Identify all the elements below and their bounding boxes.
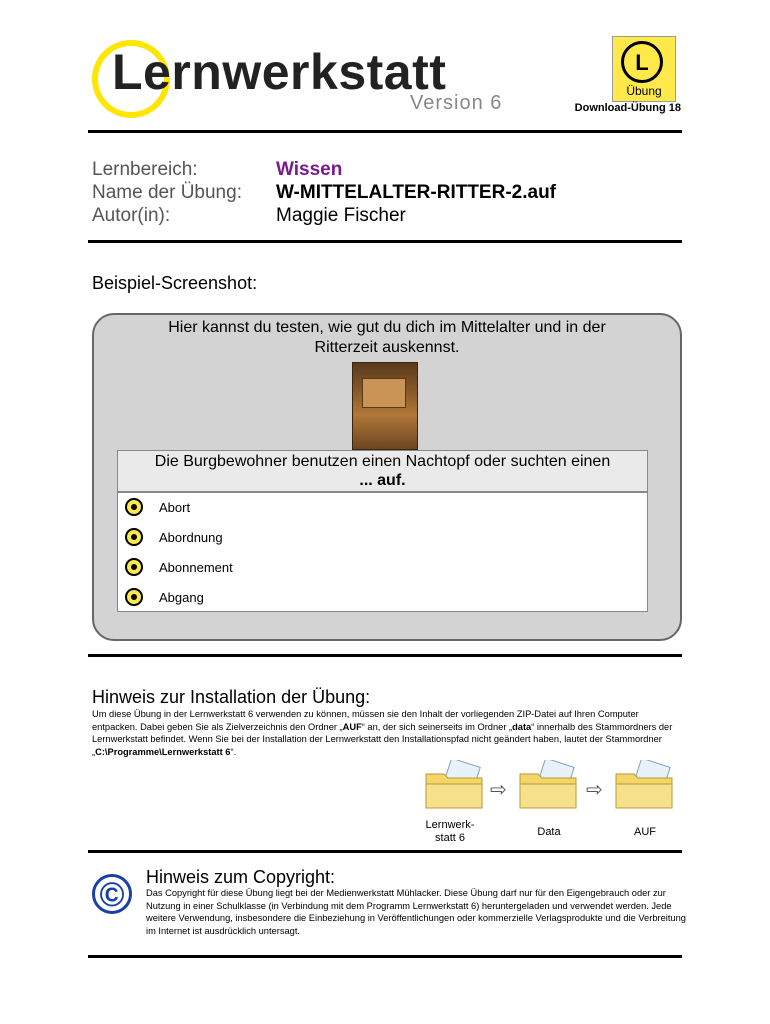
cabinet-photo-detail xyxy=(362,378,406,408)
divider xyxy=(88,955,682,958)
radio-icon[interactable] xyxy=(125,588,143,606)
badge-label: Übung xyxy=(626,84,662,98)
arrow-right-icon: ⇨ xyxy=(490,779,507,801)
logo-version: Version 6 xyxy=(410,92,503,114)
folder-icon xyxy=(614,760,676,810)
arrow-right-icon: ⇨ xyxy=(586,779,603,801)
divider xyxy=(88,130,682,133)
answer-option[interactable]: Abordnung xyxy=(159,530,223,545)
installation-text: Um diese Übung in der Lernwerkstatt 6 verwenden zu können, müssen sie den Inhalt der vorliegenden ZIP-Datei auf Ihren Computer entpacken. Dabei geben Sie als Zielverzeichnis den Ordner „AUF“ an, der sich seinerseits im Ordner „data“ innerhalb des Stammordners der Lernwerkstatt befindet. Wenn Sie bei der Installation der Lernwerkstatt den Installationspfad nicht geändert haben, lautet der Stammordner „C:\Programme\Lernwerkstatt 6“. xyxy=(92,709,673,757)
example-intro xyxy=(108,318,666,358)
author-label: Autor(in): xyxy=(92,205,171,226)
name-value: W-MITTELALTER-RITTER-2.auf xyxy=(276,182,556,203)
author-value: Maggie Fischer xyxy=(276,205,406,226)
name-label: Name der Übung: xyxy=(92,182,242,203)
folder-icon xyxy=(518,760,580,810)
radio-icon[interactable] xyxy=(125,528,143,546)
divider xyxy=(88,850,682,853)
copyright-title: Hinweis zum Copyright: xyxy=(146,867,336,887)
area-label: Lernbereich: xyxy=(92,159,198,180)
badge-letter-icon: L xyxy=(621,41,663,83)
intro-line: Hier kannst du testen, wie gut du dich im Mittelalter und in der xyxy=(168,319,606,336)
copyright-text: Das Copyright für diese Übung liegt bei der Medienwerkstatt Mühlacker. Diese Übung darf nur für den Eigengebrauch oder zur Nutzung in einer Schulklasse (in Verbindung mit dem Programm Lernwerkstatt 6) heruntergeladen und verwendet werden. Jede weitere Verwendung, insbesondere die Einbeziehung in Veröffentlichungen oder kommerzielle Verlagsprodukte und die Verbreitung im Internet ist ausdrücklich untersagt. xyxy=(146,888,686,936)
question-line: Die Burgbewohner benutzen einen Nachtopf oder suchten einen xyxy=(154,453,611,470)
divider xyxy=(88,240,682,243)
example-heading: Beispiel-Screenshot: xyxy=(92,273,258,293)
radio-icon[interactable] xyxy=(125,558,143,576)
divider xyxy=(88,654,682,657)
answer-option[interactable]: Abort xyxy=(159,500,191,515)
folder-icon xyxy=(424,760,486,810)
question-box xyxy=(117,450,648,492)
intro-line: Ritterzeit auskennst. xyxy=(314,339,460,356)
answer-option[interactable]: Abonnement xyxy=(159,560,233,575)
download-label: Download-Übung 18 xyxy=(574,102,681,114)
answer-option[interactable]: Abgang xyxy=(159,590,204,605)
logo-title: Lernwerkstatt xyxy=(112,44,447,100)
folder-label: Lernwerk- statt 6 xyxy=(425,819,475,844)
folder-label: Data xyxy=(537,826,561,838)
question-line: ... auf. xyxy=(359,472,406,489)
installation-title: Hinweis zur Installation der Übung: xyxy=(92,687,371,707)
copyright-icon: © xyxy=(92,874,132,914)
area-value: Wissen xyxy=(276,159,343,180)
radio-icon[interactable] xyxy=(125,498,143,516)
folder-label: AUF xyxy=(634,826,656,838)
